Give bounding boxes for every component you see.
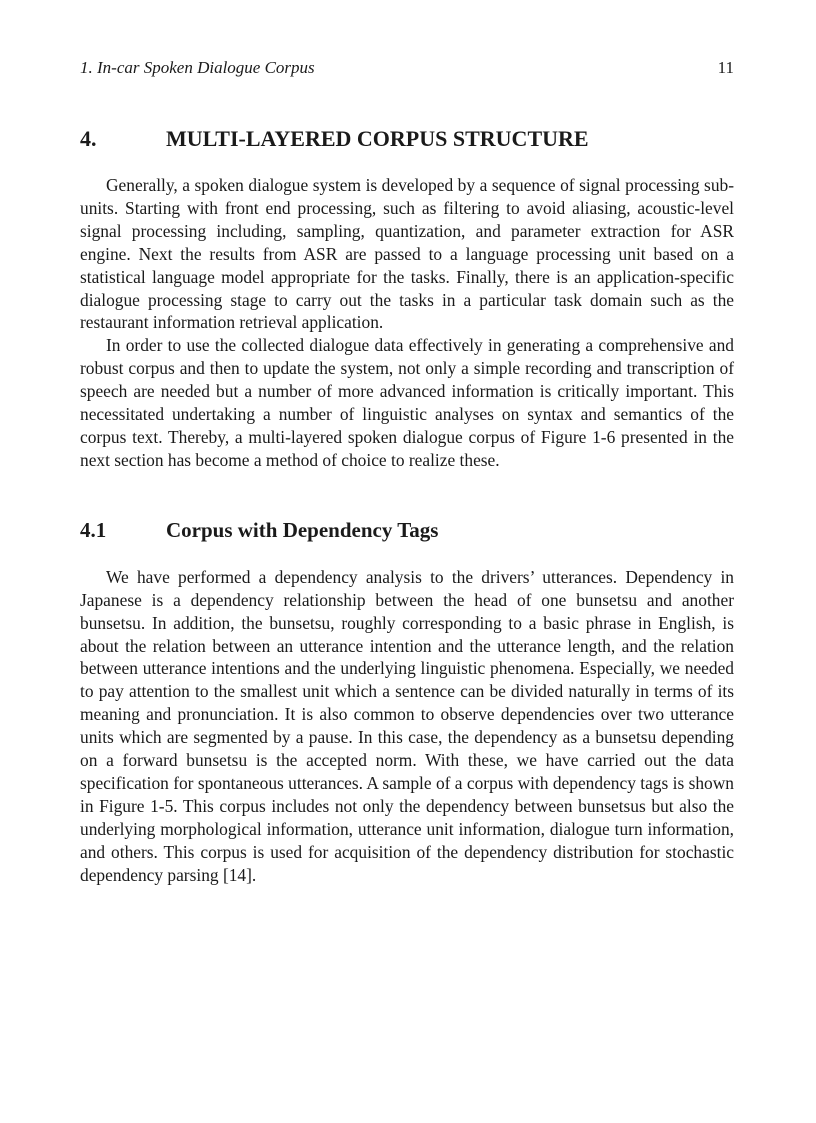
running-head-title: 1. In-car Spoken Dialogue Corpus (80, 58, 315, 77)
subsection-heading (80, 518, 734, 546)
running-head (80, 58, 734, 82)
subsection-title: Corpus with Dependency Tags (166, 517, 439, 542)
paragraph: Generally, a spoken dialogue system is developed by a sequence of signal processing sub-units. Starting with front end processing, such as filtering to avoid aliasing, acoustic-level signal processing including, sampling, quantization, and parameter extraction for ASR engine. Next the results from ASR are passed to a language processing unit based on a statistical language model appropriate for the tasks. Finally, there is an application-specific dialogue processing stage to carry out the tasks in a particular task domain such as the restaurant information retrieval application. (80, 175, 734, 333)
page-number: 11 (717, 58, 734, 77)
section-number: 4. (80, 126, 97, 151)
section-heading (80, 126, 734, 154)
subsection-number: 4.1 (80, 517, 107, 542)
document-page (80, 58, 734, 886)
paragraph: In order to use the collected dialogue data effectively in generating a comprehensive and robust corpus and then to update the system, not only a simple recording and transcription of speech are needed but a number of more advanced information is critically important. This necessitated undertaking a number of linguistic analyses on syntax and semantics of the corpus text. Thereby, a multi-layered spoken dialogue corpus of Figure 1-6 presented in the next section has become a method of choice to realize these. (80, 335, 734, 470)
subsection-body (80, 566, 734, 887)
section-title: MULTI-LAYERED CORPUS STRUCTURE (166, 126, 589, 151)
paragraph: We have performed a dependency analysis to the drivers’ utterances. Dependency in Japanese is a dependency relationship between the head of one bunsetsu and another bunsetsu. In addition, the bunsetsu, roughly corresponding to a basic phrase in English, is about the relation between an utterance intention and the utterance length, and the relation between utterance intentions and the underlying linguistic phenomena. Especially, we needed to pay attention to the smallest unit which a sentence can be divided naturally in terms of its meaning and pronunciation. It is also common to observe dependencies over two utterance units which are segmented by a pause. In this case, the dependency as a bunsetsu depending on a forward bunsetsu is the accepted norm. With these, we have carried out the data specification for spontaneous utterances. A sample of a corpus with dependency tags is shown in Figure 1-5. This corpus includes not only the dependency between bunsetsus but also the underlying morphological information, utterance unit information, dialogue turn information, and others. This corpus is used for acquisition of the dependency distribution for stochastic dependency parsing [14]. (80, 566, 734, 885)
section-body (80, 174, 734, 472)
